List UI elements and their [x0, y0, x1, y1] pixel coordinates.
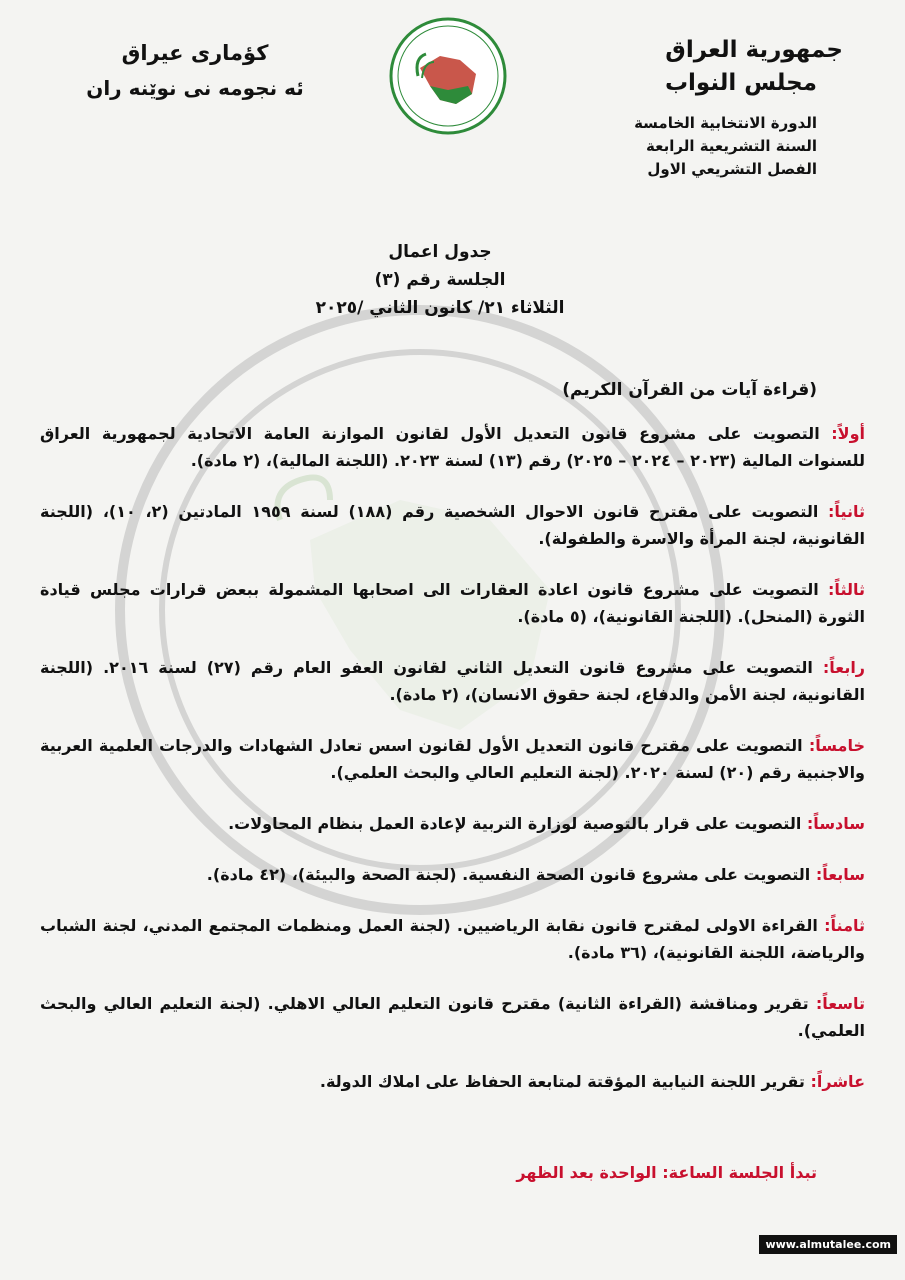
item-text: التصويت على قرار بالتوصية لوزارة التربية لإعادة العمل بنظام المحاولات.	[228, 814, 807, 833]
agenda-item	[40, 810, 865, 837]
header-left-block	[85, 36, 305, 106]
country-name: جمهورية العراق	[665, 37, 843, 63]
agenda-item	[40, 1068, 865, 1095]
item-text: التصويت على مقترح قانون التعديل الأول لقانون اسس تعادل الشهادات والدرجات العلمية العربية والاجنبية رقم (٢٠) لسنة ٢٠٢٠. (لجنة التعليم العالي والبحث العلمي).	[40, 736, 865, 782]
agenda-item	[40, 990, 865, 1044]
agenda-item	[40, 498, 865, 552]
item-number: تاسعاً:	[815, 994, 865, 1013]
agenda-item	[40, 654, 865, 708]
agenda-item	[40, 861, 865, 888]
parliament-name-kurdish: ئه نجومه نى نوێنه ران	[86, 76, 304, 100]
item-number: عاشراً:	[810, 1072, 865, 1091]
opening-line: (قراءة آيات من القرآن الكريم)	[562, 380, 817, 400]
agenda-item	[40, 576, 865, 630]
session-chapter: الفصل التشريعي الاول	[647, 160, 817, 178]
item-text: التصويت على مقترح قانون الاحوال الشخصية رقم (١٨٨) لسنة ١٩٥٩ المادتين (٢، ١٠)، (اللجنة القانونية، لجنة المرأة والاسرة والطفولة).	[40, 502, 865, 548]
agenda-item	[40, 912, 865, 966]
item-number: ثالثاً:	[828, 580, 865, 599]
session-start-note: تبدأ الجلسة الساعة: الواحدة بعد الظهر	[516, 1163, 817, 1182]
agenda-item	[40, 420, 865, 474]
header-right-block	[583, 34, 843, 181]
item-number: رابعاً:	[822, 658, 866, 677]
item-text: تقرير ومناقشة (القراءة الثانية) مقترح قانون التعليم العالي الاهلي. (لجنة التعليم العالي والبحث العلمي).	[40, 994, 865, 1040]
session-date: الثلاثاء ٢١/ كانون الثاني /٢٠٢٥	[315, 298, 565, 318]
item-number: سادساً:	[806, 814, 865, 833]
item-text: التصويت على مشروع قانون التعديل الأول لقانون الموازنة العامة الاتحادية لجمهورية العراق للسنوات المالية (٢٠٢٣ – ٢٠٢٤ – ٢٠٢٥) رقم (١٣) لسنة ٢٠٢٣. (اللجنة المالية)، (٢ مادة).	[40, 424, 865, 470]
agenda-item	[40, 732, 865, 786]
item-number: ثامناً:	[824, 916, 865, 935]
item-number: سابعاً:	[815, 865, 865, 884]
item-text: التصويت على مشروع قانون اعادة العقارات الى اصحابها المشمولة ببعض قرارات مجلس قيادة الثورة (المنحل). (اللجنة القانونية)، (٥ مادة).	[40, 580, 865, 626]
item-text: القراءة الاولى لمقترح قانون نقابة الرياضيين. (لجنة العمل ومنظمات المجتمع المدني، لجنة الشباب والرياضة، اللجنة القانونية)، (٣٦ مادة).	[40, 916, 865, 962]
agenda-heading: جدول اعمال	[388, 242, 492, 262]
item-text: تقرير اللجنة النيابية المؤقتة لمتابعة الحفاظ على املاك الدولة.	[319, 1072, 811, 1091]
session-term: الدورة الانتخابية الخامسة	[634, 114, 817, 132]
session-number: الجلسة رقم (٣)	[374, 270, 506, 290]
item-number: أولاً:	[831, 424, 865, 443]
session-info	[583, 112, 817, 181]
item-number: خامساً:	[808, 736, 865, 755]
parliament-logo-icon	[388, 16, 508, 136]
session-year: السنة التشريعية الرابعة	[646, 137, 817, 155]
agenda-title	[250, 238, 630, 322]
item-text: التصويت على مشروع قانون التعديل الثاني لقانون العفو العام رقم (٢٧) لسنة ٢٠١٦. (اللجنة القانونية، لجنة الأمن والدفاع، لجنة حقوق الانسان)، (٢ مادة).	[40, 658, 865, 704]
item-text: التصويت على مشروع قانون الصحة النفسية. (لجنة الصحة والبيئة)، (٤٢ مادة).	[206, 865, 816, 884]
country-name-kurdish: كؤمارى عيراق	[121, 41, 269, 65]
item-number: ثانياً:	[828, 502, 865, 521]
footer-url-link[interactable]: www.almutalee.com	[759, 1235, 897, 1254]
agenda-items	[40, 420, 865, 1113]
parliament-name: مجلس النواب	[664, 70, 817, 96]
